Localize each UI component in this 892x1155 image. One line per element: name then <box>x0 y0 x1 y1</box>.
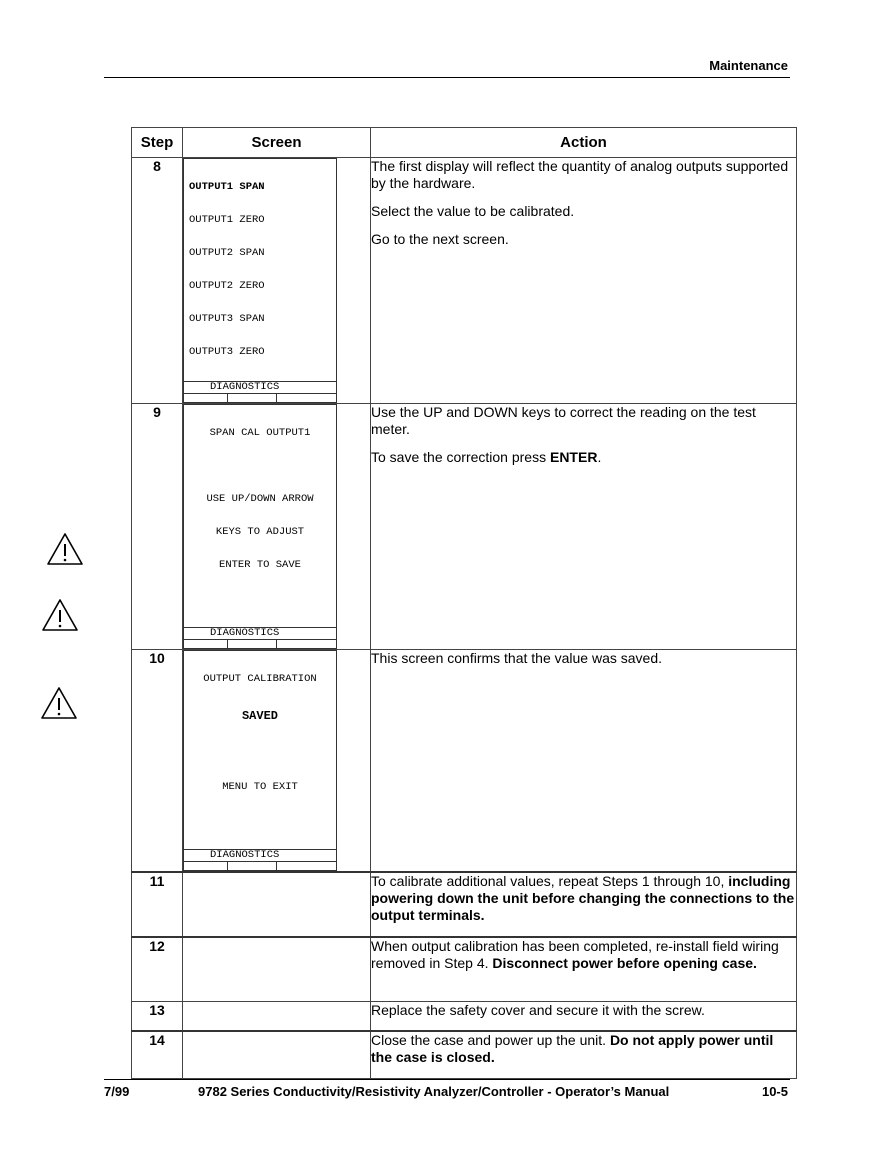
table-row <box>132 158 797 404</box>
lcd-footer-label: DIAGNOSTICS <box>184 627 336 639</box>
header-title: Maintenance <box>709 58 788 73</box>
action-text: Go to the next screen. <box>371 231 509 247</box>
lcd-line: OUTPUT1 SPAN <box>189 181 265 193</box>
step-number: 14 <box>132 1031 183 1078</box>
lcd-line: OUTPUT2 ZERO <box>189 280 265 292</box>
lcd-line <box>189 749 336 760</box>
action-cell <box>371 1001 797 1031</box>
action-warning-text: Do not apply power until the case is closed. <box>371 1032 774 1065</box>
procedure-table <box>131 127 797 1079</box>
lcd-line: SPAN CAL OUTPUT1 <box>209 427 311 439</box>
warning-icon <box>41 598 79 632</box>
footer-rule <box>104 1079 790 1080</box>
header-rule <box>104 77 790 78</box>
screen-cell <box>183 404 371 650</box>
lcd-footer-label: DIAGNOSTICS <box>184 381 336 393</box>
lcd-line: OUTPUT1 ZERO <box>189 214 265 226</box>
lcd-line: OUTPUT CALIBRATION <box>203 673 317 685</box>
action-cell <box>371 872 797 937</box>
screen-cell <box>183 1001 371 1031</box>
column-header-action: Action <box>371 128 797 158</box>
lcd-line: OUTPUT3 SPAN <box>189 313 265 325</box>
lcd-softkey-bar <box>184 393 336 402</box>
lcd-footer-label: DIAGNOSTICS <box>184 849 336 861</box>
lcd-line-saved: SAVED <box>241 709 278 723</box>
table-row <box>132 872 797 937</box>
enter-key-label: ENTER <box>549 449 598 465</box>
step-number: 11 <box>132 872 183 937</box>
action-text: Close the case and power up the unit. <box>371 1032 610 1048</box>
softkey-divider <box>276 394 277 402</box>
step-number: 9 <box>132 404 183 650</box>
lcd-line: USE UP/DOWN ARROW <box>206 493 314 505</box>
lcd-display <box>183 158 337 403</box>
action-warning-text: Disconnect power before opening case. <box>492 955 757 971</box>
action-text <box>371 449 796 466</box>
action-text: To calibrate additional values, repeat Steps 1 through 10, <box>371 873 729 889</box>
table-row <box>132 404 797 650</box>
table-row <box>132 1031 797 1078</box>
table-header-row <box>132 128 797 158</box>
action-cell <box>371 404 797 650</box>
action-cell <box>371 158 797 404</box>
lcd-softkey-bar <box>184 861 336 870</box>
lcd-line: OUTPUT2 SPAN <box>189 247 265 259</box>
table-row <box>132 937 797 1001</box>
warning-icon <box>40 686 78 720</box>
action-text: Use the UP and DOWN keys to correct the reading on the test meter. <box>371 404 756 437</box>
action-text: Replace the safety cover and secure it with the screw. <box>371 1001 705 1018</box>
lcd-line <box>189 815 336 826</box>
lcd-display <box>183 650 337 871</box>
step-number: 10 <box>132 650 183 873</box>
softkey-divider <box>227 862 228 870</box>
lcd-line: KEYS TO ADJUST <box>215 526 305 538</box>
action-cell <box>371 1031 797 1078</box>
screen-cell <box>183 937 371 1001</box>
footer-title: 9782 Series Conductivity/Resistivity Analyzer/Controller - Operator’s Manual <box>198 1084 670 1099</box>
step-number: 13 <box>132 1001 183 1031</box>
table-row <box>132 650 797 873</box>
lcd-display <box>183 404 337 649</box>
warning-icon <box>46 532 84 566</box>
action-text: When output calibration has been completed, re-install field wiring removed in Step 4. <box>371 938 779 971</box>
screen-cell <box>183 650 371 873</box>
action-text: The first display will reflect the quantity of analog outputs supported by the hardware. <box>371 158 789 191</box>
softkey-divider <box>276 862 277 870</box>
step-number: 8 <box>132 158 183 404</box>
action-text: Select the value to be calibrated. <box>371 203 575 219</box>
lcd-line: ENTER TO SAVE <box>219 559 301 571</box>
column-header-screen: Screen <box>183 128 371 158</box>
footer-date: 7/99 <box>104 1084 130 1099</box>
step-number: 12 <box>132 937 183 1001</box>
softkey-divider <box>276 640 277 648</box>
lcd-line: MENU TO EXIT <box>222 781 298 793</box>
column-header-step: Step <box>132 128 183 158</box>
action-text-part: . <box>597 449 602 465</box>
softkey-divider <box>227 640 228 648</box>
action-cell <box>371 937 797 1001</box>
lcd-line <box>189 593 336 604</box>
lcd-line: OUTPUT3 ZERO <box>189 346 265 358</box>
action-cell <box>371 650 797 873</box>
action-warning-text: including powering down the unit before changing the connections to the output terminals. <box>371 873 795 923</box>
screen-cell <box>183 872 371 937</box>
action-text: This screen confirms that the value was saved. <box>371 650 663 666</box>
screen-cell <box>183 158 371 404</box>
table-row <box>132 1001 797 1031</box>
footer-page-number: 10-5 <box>761 1084 788 1099</box>
lcd-softkey-bar <box>184 639 336 648</box>
screen-cell <box>183 1031 371 1078</box>
softkey-divider <box>227 394 228 402</box>
lcd-line <box>189 461 336 472</box>
action-text-part: To save the correction press <box>371 449 550 465</box>
